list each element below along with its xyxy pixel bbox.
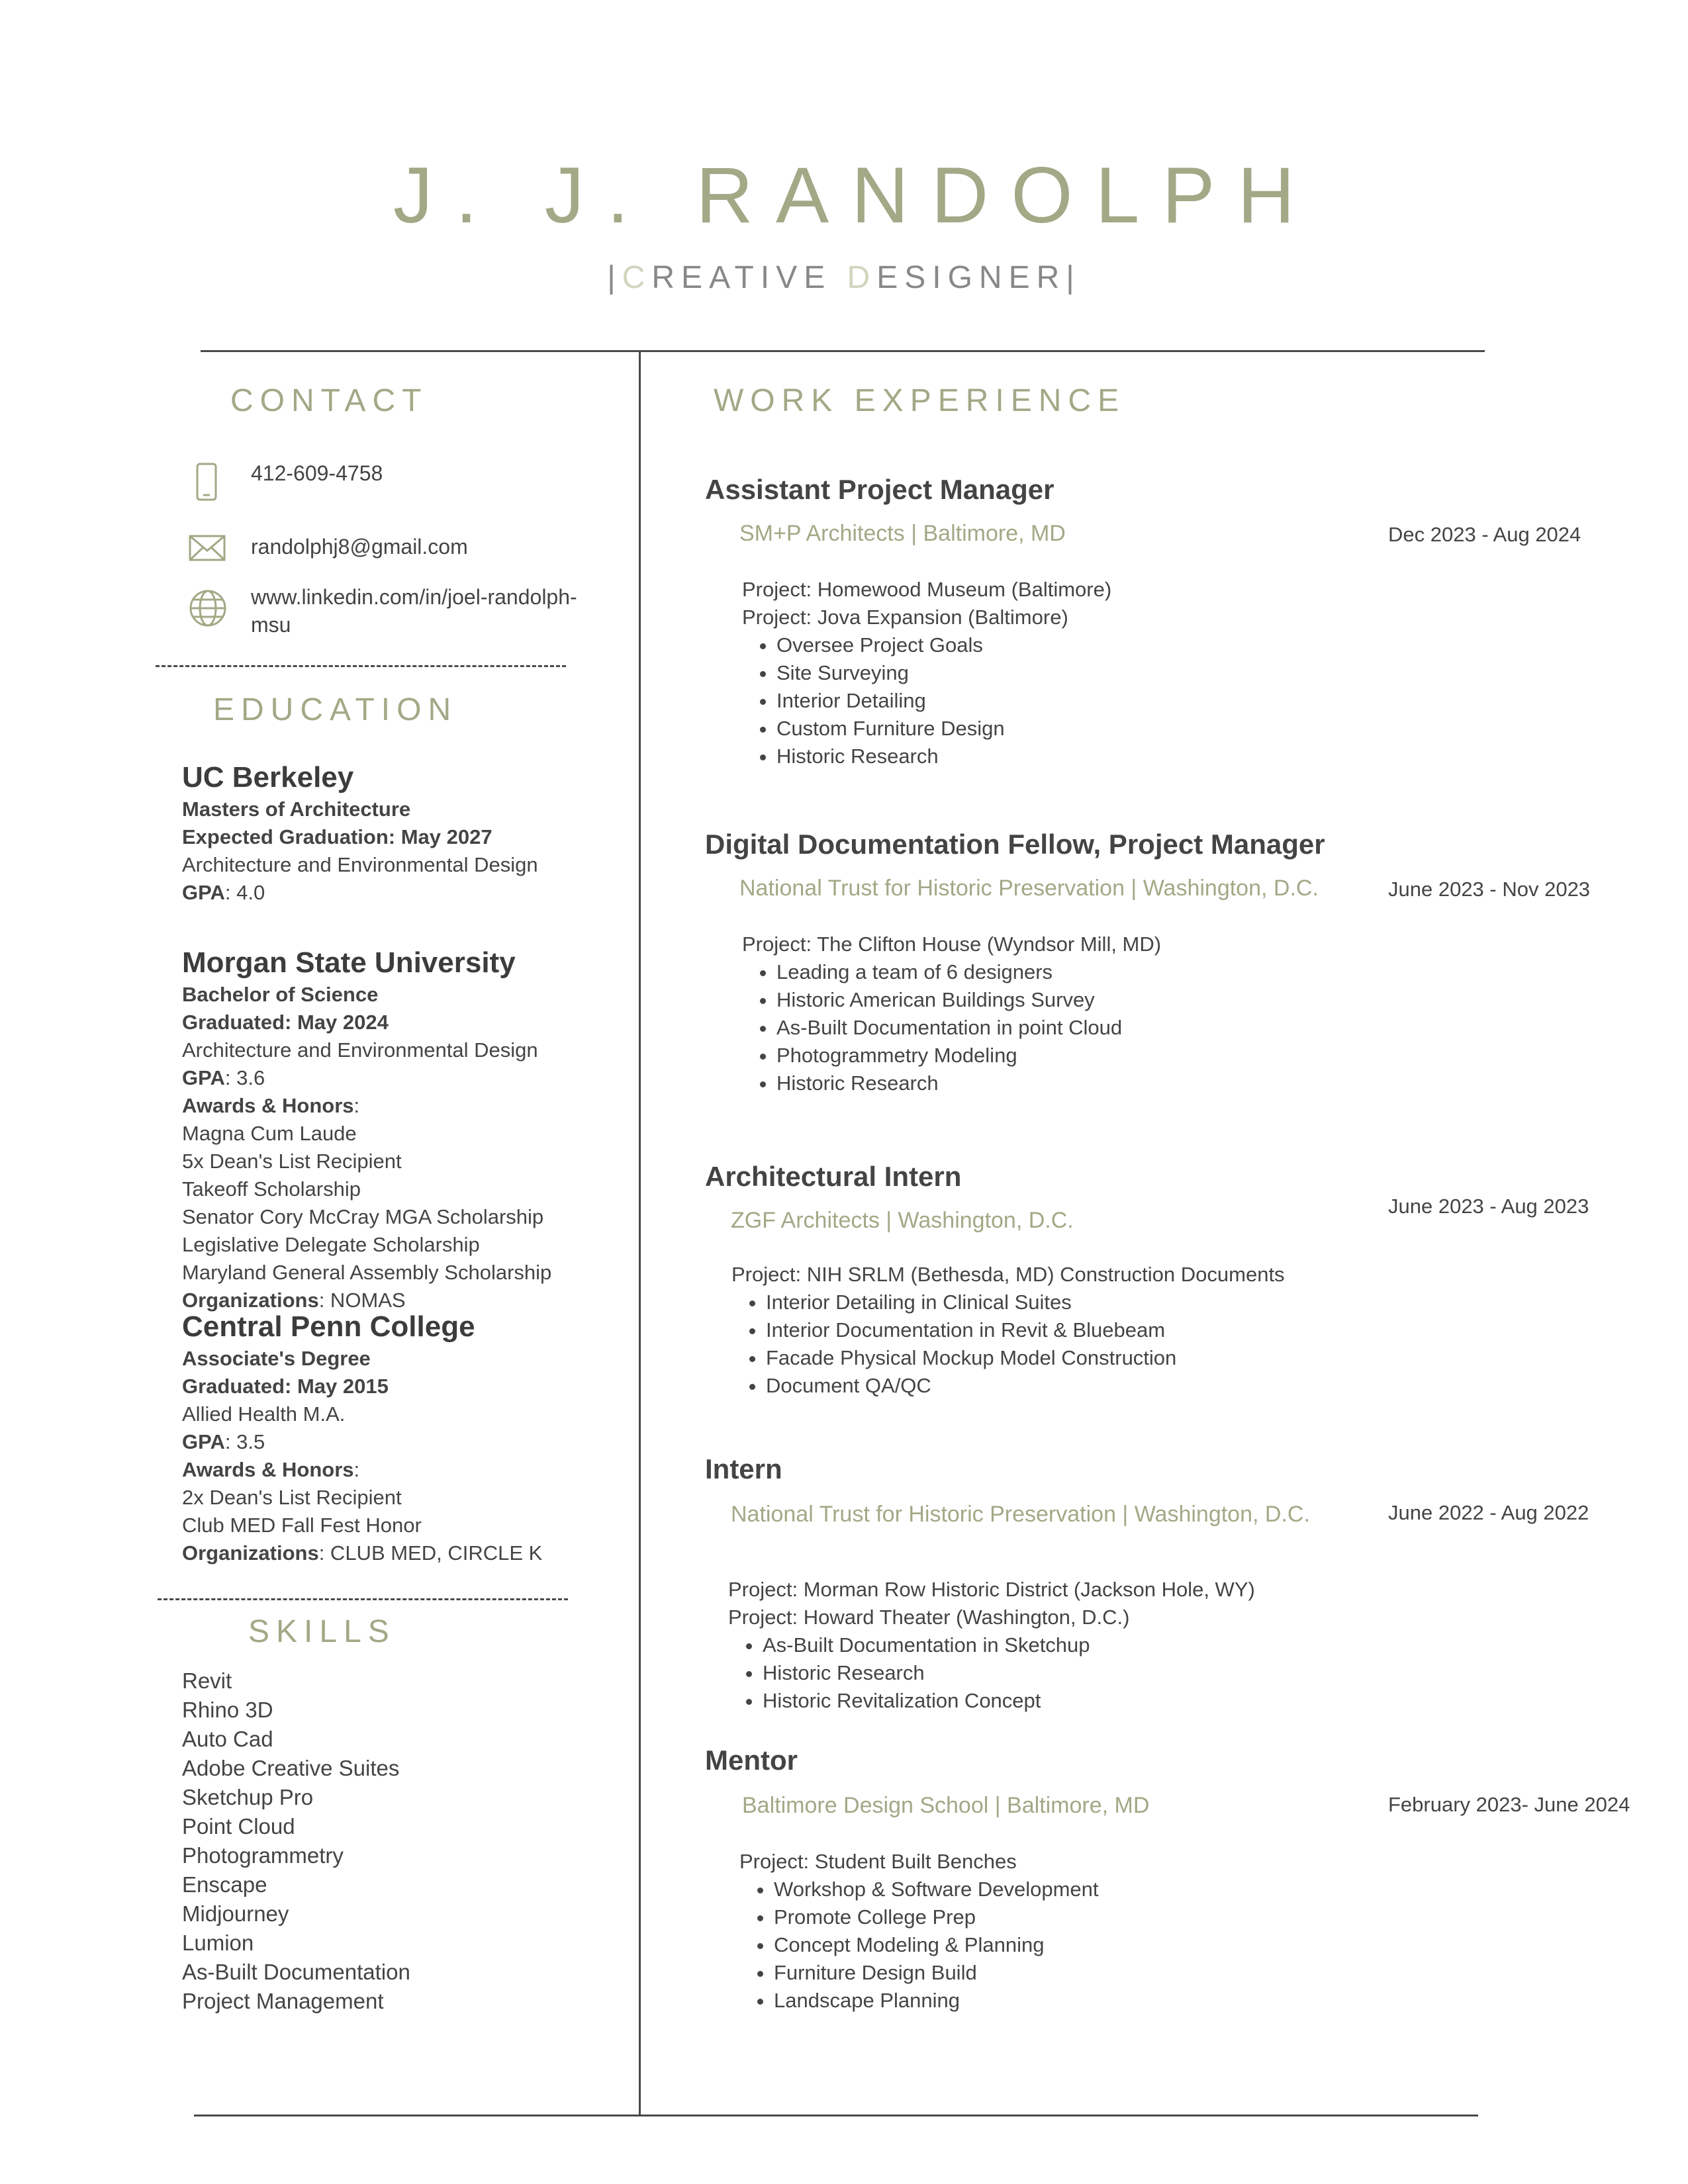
- job-title: Mentor: [705, 1745, 798, 1776]
- skills-heading: SKILLS: [248, 1614, 396, 1649]
- job-details: [731, 1261, 1285, 1400]
- org-label: Organizations: [182, 1289, 319, 1312]
- org-value: : NOMAS: [318, 1289, 406, 1312]
- gpa-value: : 3.6: [224, 1066, 265, 1089]
- contact-phone[interactable]: 412-609-4758: [251, 461, 383, 485]
- job-bullet: • Historic Research: [763, 1659, 1255, 1687]
- school-graduation: Expected Graduation: May 2027: [182, 825, 492, 848]
- job-dates: February 2023- June 2024: [1388, 1793, 1630, 1816]
- title-bar-right: |: [1066, 260, 1081, 295]
- education-heading: EDUCATION: [213, 692, 458, 727]
- education-ucb: [182, 760, 538, 907]
- school-name: Central Penn College: [182, 1310, 475, 1343]
- skill-item: As-Built Documentation: [182, 1960, 410, 1984]
- gpa-label: GPA: [182, 1066, 225, 1089]
- skill-item: Sketchup Pro: [182, 1785, 314, 1809]
- school-awards-label: [182, 1456, 542, 1484]
- school-graduation: Graduated: May 2015: [182, 1375, 389, 1398]
- contact-email[interactable]: randolphj8@gmail.com: [251, 535, 468, 559]
- bottom-divider: [194, 2115, 1478, 2116]
- school-name: Morgan State University: [182, 946, 516, 979]
- skill-item: Lumion: [182, 1931, 254, 1955]
- school-organizations: [182, 1539, 542, 1567]
- job-bullets: [739, 1876, 1099, 2015]
- phone-icon: [196, 463, 217, 501]
- job-bullet: • As-Built Documentation in point Cloud: [776, 1014, 1161, 1042]
- job-bullet: • Interior Detailing: [776, 687, 1111, 715]
- job-details: [742, 576, 1111, 770]
- mail-icon: [189, 535, 226, 561]
- job-project: Project: Morman Row Historic District (Jackson Hole, WY): [728, 1578, 1255, 1601]
- award-item: Legislative Delegate Scholarship: [182, 1233, 480, 1256]
- school-gpa: [182, 1064, 551, 1092]
- top-divider: [201, 350, 1485, 352]
- job-bullets: [731, 1289, 1285, 1400]
- school-degree: Bachelor of Science: [182, 983, 379, 1006]
- job-bullet: • Furniture Design Build: [774, 1959, 1099, 1987]
- school-name: UC Berkeley: [182, 761, 354, 794]
- school-gpa: [182, 879, 538, 907]
- school-degree: Masters of Architecture: [182, 797, 411, 821]
- skill-item: Point Cloud: [182, 1814, 295, 1839]
- job-project: Project: Student Built Benches: [739, 1850, 1017, 1873]
- job-bullet: • Workshop & Software Development: [774, 1876, 1099, 1903]
- education-cpc: [182, 1309, 542, 1567]
- job-bullet: • Historic Research: [776, 1069, 1161, 1097]
- job-details: [742, 931, 1161, 1097]
- job-bullet: • Landscape Planning: [774, 1987, 1099, 2015]
- org-value: : CLUB MED, CIRCLE K: [318, 1541, 543, 1565]
- contact-linkedin[interactable]: [251, 583, 577, 639]
- resume-name: J. J. RANDOLPH: [393, 151, 1318, 240]
- skill-item: Auto Cad: [182, 1727, 273, 1751]
- education-msu: [182, 945, 551, 1314]
- award-item: 5x Dean's List Recipient: [182, 1150, 402, 1173]
- linkedin-line-2: msu: [251, 613, 291, 637]
- job-organization: ZGF Architects | Washington, D.C.: [731, 1208, 1074, 1233]
- job-bullet: • Site Surveying: [776, 659, 1111, 687]
- job-bullet: • Facade Physical Mockup Model Construction: [766, 1344, 1285, 1372]
- job-organization: National Trust for Historic Preservation | Washington, D.C.: [739, 876, 1319, 901]
- job-dates: June 2023 - Nov 2023: [1388, 878, 1591, 901]
- award-item: Club MED Fall Fest Honor: [182, 1514, 422, 1537]
- skill-item: Enscape: [182, 1872, 267, 1897]
- job-project: Project: NIH SRLM (Bethesda, MD) Construction Documents: [731, 1263, 1285, 1286]
- award-item: Magna Cum Laude: [182, 1122, 357, 1145]
- title-initial-d: D: [847, 260, 877, 295]
- awards-label: Awards & Honors: [182, 1094, 354, 1117]
- school-awards-label: [182, 1092, 551, 1120]
- job-title: Intern: [705, 1453, 782, 1484]
- contact-divider: [156, 665, 566, 667]
- title-initial-c: C: [622, 260, 652, 295]
- job-bullet: • Interior Documentation in Revit & Bluebeam: [766, 1316, 1285, 1344]
- globe-icon: [189, 589, 227, 627]
- gpa-label: GPA: [182, 1430, 225, 1453]
- skill-item: Midjourney: [182, 1901, 289, 1926]
- contact-heading: CONTACT: [230, 383, 428, 418]
- job-organization: National Trust for Historic Preservation | Washington, D.C.: [731, 1502, 1310, 1527]
- school-gpa: [182, 1428, 542, 1456]
- awards-colon: :: [353, 1458, 360, 1481]
- job-dates: Dec 2023 - Aug 2024: [1388, 523, 1581, 546]
- job-bullet: • Historic American Buildings Survey: [776, 986, 1161, 1014]
- job-project: Project: Jova Expansion (Baltimore): [742, 606, 1068, 629]
- skill-item: Rhino 3D: [182, 1698, 273, 1722]
- job-bullet: • Leading a team of 6 designers: [776, 958, 1161, 986]
- skill-item: Project Management: [182, 1989, 384, 2013]
- job-bullets: [742, 631, 1111, 770]
- job-title: Architectural Intern: [705, 1161, 962, 1192]
- award-item: 2x Dean's List Recipient: [182, 1486, 402, 1509]
- job-bullet: • Document QA/QC: [766, 1372, 1285, 1400]
- skills-list: [182, 1666, 410, 2016]
- school-field: Allied Health M.A.: [182, 1402, 346, 1426]
- job-bullet: • Historic Revitalization Concept: [763, 1687, 1255, 1715]
- job-bullet: • Custom Furniture Design: [776, 715, 1111, 743]
- skill-item: Revit: [182, 1668, 232, 1693]
- school-degree: Associate's Degree: [182, 1347, 371, 1370]
- job-bullet: • As-Built Documentation in Sketchup: [763, 1631, 1255, 1659]
- job-title: Assistant Project Manager: [705, 474, 1055, 505]
- school-field: Architecture and Environmental Design: [182, 853, 538, 876]
- skill-item: Adobe Creative Suites: [182, 1756, 400, 1780]
- school-graduation: Graduated: May 2024: [182, 1011, 389, 1034]
- gpa-value: : 4.0: [224, 881, 265, 904]
- job-bullet: • Interior Detailing in Clinical Suites: [766, 1289, 1285, 1316]
- job-bullet: • Promote College Prep: [774, 1903, 1099, 1931]
- education-divider: [158, 1598, 568, 1600]
- job-project: Project: Howard Theater (Washington, D.C.): [728, 1606, 1130, 1629]
- job-title: Digital Documentation Fellow, Project Manager: [705, 829, 1325, 860]
- job-dates: June 2022 - Aug 2022: [1388, 1501, 1589, 1524]
- award-item: Senator Cory McCray MGA Scholarship: [182, 1205, 544, 1228]
- job-organization: Baltimore Design School | Baltimore, MD: [742, 1793, 1150, 1818]
- resume-title: [0, 258, 1688, 298]
- linkedin-line-1: www.linkedin.com/in/joel-randolph-: [251, 585, 577, 609]
- job-project: Project: Homewood Museum (Baltimore): [742, 578, 1112, 601]
- job-bullet: • Concept Modeling & Planning: [774, 1931, 1099, 1959]
- work-heading: WORK EXPERIENCE: [714, 383, 1126, 418]
- job-bullet: • Historic Research: [776, 743, 1111, 770]
- school-field: Architecture and Environmental Design: [182, 1038, 538, 1062]
- job-project: Project: The Clifton House (Wyndsor Mill, MD): [742, 933, 1162, 956]
- job-bullets: [728, 1631, 1255, 1715]
- title-bar-left: |: [607, 260, 622, 295]
- award-item: Maryland General Assembly Scholarship: [182, 1261, 552, 1284]
- title-word-creative: REATIVE: [651, 260, 847, 295]
- awards-colon: :: [353, 1094, 360, 1117]
- gpa-value: : 3.5: [224, 1430, 265, 1453]
- job-bullet: • Oversee Project Goals: [776, 631, 1111, 659]
- org-label: Organizations: [182, 1541, 319, 1565]
- awards-label: Awards & Honors: [182, 1458, 354, 1481]
- job-bullets: [742, 958, 1161, 1097]
- gpa-label: GPA: [182, 881, 225, 904]
- award-item: Takeoff Scholarship: [182, 1177, 361, 1201]
- job-details: [739, 1848, 1099, 2015]
- column-divider: [639, 351, 641, 2115]
- job-bullet: • Photogrammetry Modeling: [776, 1042, 1161, 1069]
- job-dates: June 2023 - Aug 2023: [1388, 1195, 1589, 1218]
- title-word-designer: ESIGNER: [876, 260, 1066, 295]
- skill-item: Photogrammetry: [182, 1843, 344, 1868]
- job-organization: SM+P Architects | Baltimore, MD: [739, 521, 1066, 546]
- job-details: [728, 1576, 1255, 1715]
